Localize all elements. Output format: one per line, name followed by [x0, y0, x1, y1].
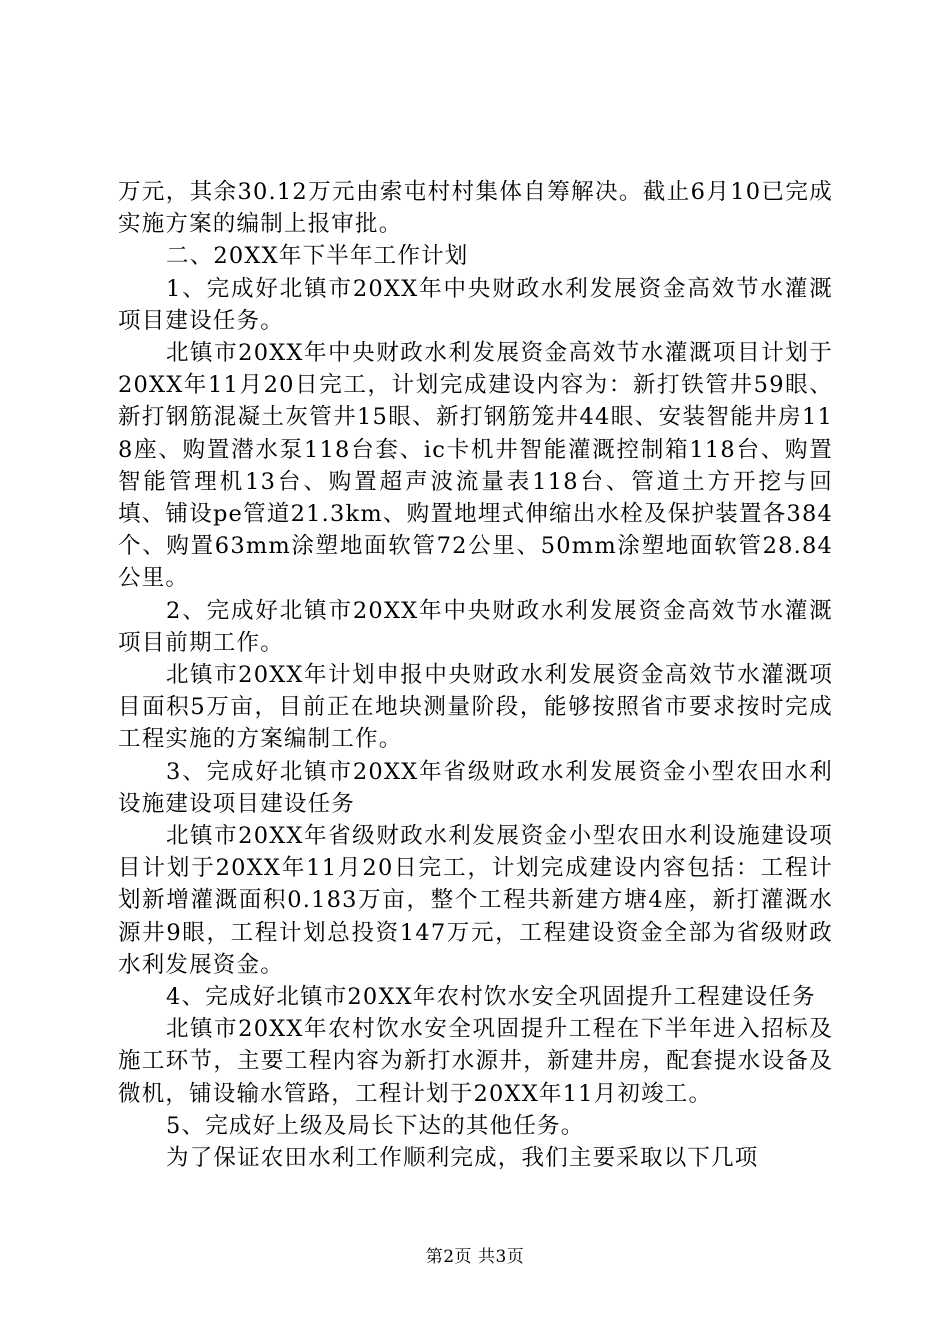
task-item-4-heading: 4、完成好北镇市20XX年农村饮水安全巩固提升工程建设任务 [166, 984, 816, 1011]
task-item-4-body: 北镇市20XX年农村饮水安全巩固提升工程在下半年进入招标及施工环节，主要工程内容为新打水源井，新建井房，配套提水设备及微机，铺设输水管路，工程计划于20XX年11月初竣工。 [118, 1016, 833, 1107]
section-heading: 二、20XX年下半年工作计划 [166, 243, 469, 270]
task-item-3-body: 北镇市20XX年省级财政水利发展资金小型农田水利设施建设项目计划于20XX年11月20日完工，计划完成建设内容包括：工程计划新增灌溉面积0.183万亩，整个工程共新建方塘4座，新打灌溉水源井9眼，工程计划总投资147万元，工程建设资金全部为省级财政水利发展资金。 [118, 823, 833, 978]
task-item-5-heading: 5、完成好上级及局长下达的其他任务。 [166, 1112, 585, 1139]
page-number-footer: 第2页 共3页 [425, 1247, 525, 1267]
task-item-1-heading: 1、完成好北镇市20XX年中央财政水利发展资金高效节水灌溉项目建设任务。 [118, 275, 833, 334]
task-item-1-body: 北镇市20XX年中央财政水利发展资金高效节水灌溉项目计划于20XX年11月20日完工，计划完成建设内容为：新打铁管井59眼、新打钢筋混凝土灰管井15眼、新打钢筋笼井44眼、安装智能井房118座、购置潜水泵118台套、ic卡机井智能灌溉控制箱118台、购置智能管理机13台、购置超声波流量表118台、管道土方开挖与回填、铺设pe管道21.3km、购置地埋式伸缩出水栓及保护装置各384个、购置63mm涂塑地面软管72公里、50mm涂塑地面软管28.84公里。 [118, 340, 833, 592]
paragraph-continuation: 万元，其余30.12万元由索屯村村集体自筹解决。截止6月10已完成实施方案的编制上报审批。 [118, 179, 833, 238]
document-body [118, 176, 833, 1174]
task-item-3-heading: 3、完成好北镇市20XX年省级财政水利发展资金小型农田水利设施建设项目建设任务 [118, 758, 833, 817]
task-item-2-heading: 2、完成好北镇市20XX年中央财政水利发展资金高效节水灌溉项目前期工作。 [118, 597, 833, 656]
closing-paragraph: 为了保证农田水利工作顺利完成，我们主要采取以下几项 [166, 1145, 759, 1172]
task-item-2-body: 北镇市20XX年计划申报中央财政水利发展资金高效节水灌溉项目面积5万亩，目前正在地块测量阶段，能够按照省市要求按时完成工程实施的方案编制工作。 [118, 662, 833, 753]
